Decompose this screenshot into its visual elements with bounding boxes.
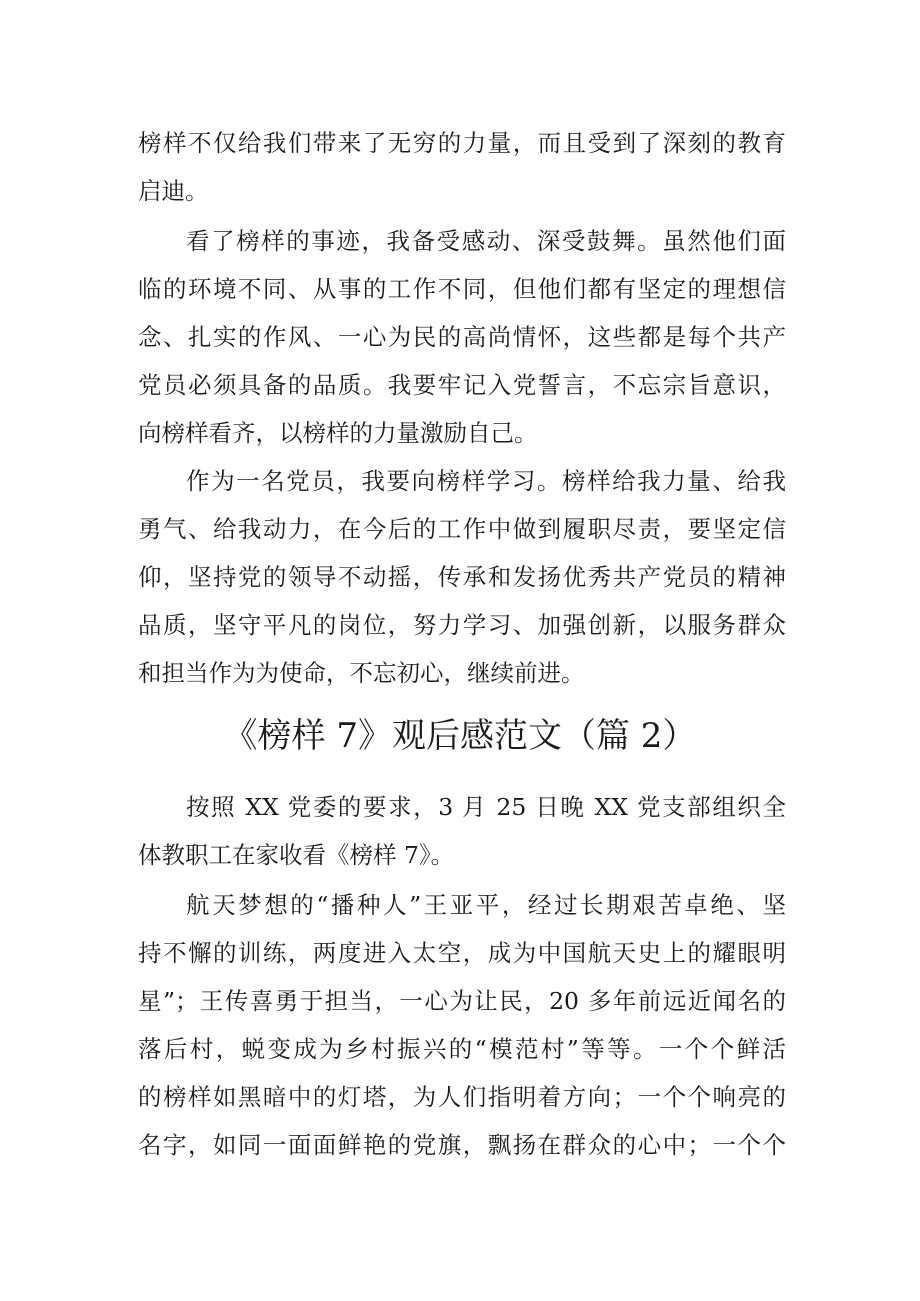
paragraph-2-line-1: 看了榜样的事迹，我备受感动、深受鼓舞。虽然他们面 (186, 227, 786, 255)
paragraph-3-line-2: 勇气、给我动力，在今后的工作中做到履职尽责，要坚定信 (138, 515, 786, 543)
paragraph-4-line-1: 按照 XX 党委的要求，3 月 25 日晚 XX 党支部组织全 (186, 793, 786, 821)
paragraph-5-line-1: 航天梦想的“播种人”王亚平，经过长期艰苦卓绝、坚 (186, 891, 786, 919)
paragraph-2-line-3: 念、扎实的作风、一心为民的高尚情怀，这些都是每个共产 (138, 323, 786, 351)
paragraph-1-line-2: 启迪。 (138, 177, 209, 205)
paragraph-3-line-3: 仰，坚持党的领导不动摇，传承和发扬优秀共产党员的精神 (138, 563, 786, 591)
paragraph-5-line-4: 落后村，蜕变成为乡村振兴的“模范村”等等。一个个鲜活 (138, 1035, 786, 1063)
paragraph-3-line-5: 和担当作为为使命，不忘初心，继续前进。 (138, 659, 585, 687)
paragraph-3-line-1: 作为一名党员，我要向榜样学习。榜样给我力量、给我 (186, 467, 786, 495)
paragraph-5-line-2: 持不懈的训练，两度进入太空，成为中国航天史上的耀眼明 (138, 939, 786, 967)
paragraph-4-line-2: 体教职工在家收看《榜样 7》。 (138, 841, 455, 869)
paragraph-5-line-6: 名字，如同一面面鲜艳的党旗，飘扬在群众的心中；一个个 (138, 1131, 786, 1159)
paragraph-5-line-3: 星”；王传喜勇于担当，一心为让民，20 多年前远近闻名的 (138, 987, 786, 1015)
paragraph-5-line-5: 的榜样如黑暗中的灯塔，为人们指明着方向；一个个响亮的 (138, 1083, 786, 1111)
paragraph-2-line-5: 向榜样看齐，以榜样的力量激励自己。 (138, 419, 538, 447)
paragraph-1-line-1: 榜样不仅给我们带来了无穷的力量，而且受到了深刻的教育 (138, 129, 786, 157)
paragraph-2-line-2: 临的环境不同、从事的工作不同，但他们都有坚定的理想信 (138, 275, 786, 303)
section-heading: 《榜样 7》观后感范文（篇 2） (223, 716, 697, 756)
paragraph-3-line-4: 品质，坚守平凡的岗位，努力学习、加强创新，以服务群众 (138, 611, 786, 639)
paragraph-2-line-4: 党员必须具备的品质。我要牢记入党誓言，不忘宗旨意识， (138, 371, 786, 399)
